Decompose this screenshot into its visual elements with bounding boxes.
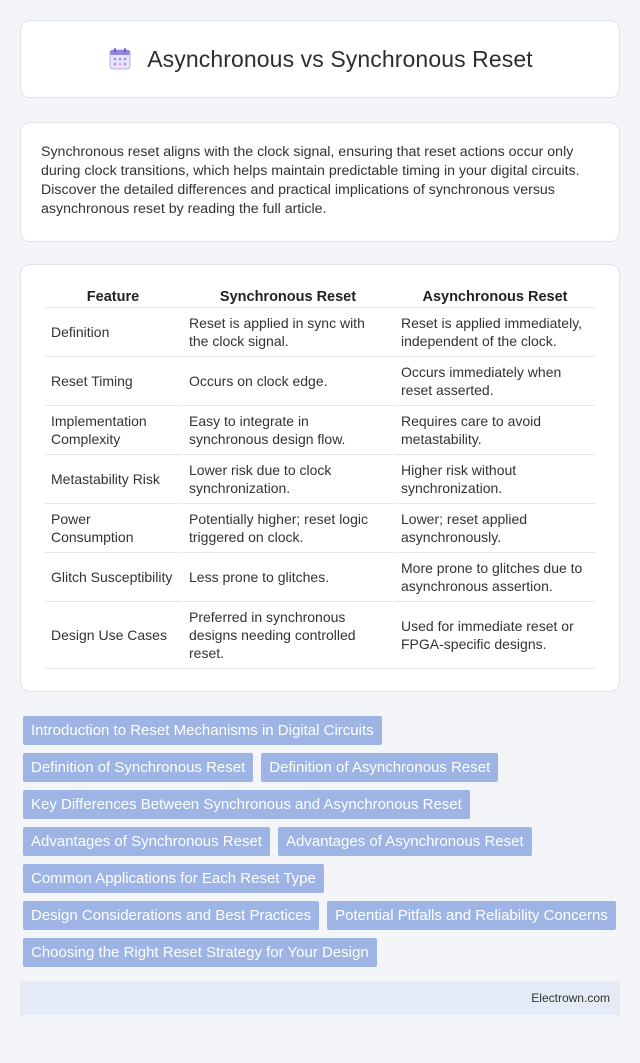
table-cell: Higher risk without synchronization. [395, 455, 595, 504]
topic-link-key-differences[interactable]: Key Differences Between Synchronous and Asynchronous Reset [23, 790, 470, 819]
header-synchronous: Synchronous Reset [183, 285, 393, 308]
table-cell: Implementation Complexity [45, 406, 181, 455]
table-cell: Lower; reset applied asynchronously. [395, 504, 595, 553]
topic-links [20, 716, 620, 967]
table-cell: Preferred in synchronous designs needing controlled reset. [183, 602, 393, 669]
header-asynchronous: Asynchronous Reset [395, 285, 595, 308]
page-header [20, 20, 620, 98]
table-cell: More prone to glitches due to asynchronous assertion. [395, 553, 595, 602]
table-header-row [45, 285, 595, 308]
table-cell: Glitch Susceptibility [45, 553, 181, 602]
table-row [45, 553, 595, 602]
table-cell: Reset is applied in sync with the clock signal. [183, 308, 393, 357]
topic-link-definition-synchronous[interactable]: Definition of Synchronous Reset [23, 753, 253, 782]
intro-text: Synchronous reset aligns with the clock signal, ensuring that reset actions occur only during clock transitions, which helps maintain predictable timing in your digital circuits. Discover the detailed differences and practical implications of synchronous versus asynchronous reset by reading the full article. [41, 144, 580, 217]
table-row [45, 455, 595, 504]
table-cell: Easy to integrate in synchronous design flow. [183, 406, 393, 455]
table-cell: Occurs immediately when reset asserted. [395, 357, 595, 406]
comparison-table [43, 285, 597, 669]
table-row [45, 504, 595, 553]
table-row [45, 406, 595, 455]
table-cell: Design Use Cases [45, 602, 181, 669]
table-cell: Less prone to glitches. [183, 553, 393, 602]
topic-link-advantages-asynchronous[interactable]: Advantages of Asynchronous Reset [278, 827, 532, 856]
comparison-card [20, 264, 620, 692]
table-cell: Reset Timing [45, 357, 181, 406]
table-cell: Potentially higher; reset logic triggered on clock. [183, 504, 393, 553]
footer-brand: Electrown.com [531, 991, 610, 1005]
intro-card [20, 122, 620, 242]
table-cell: Occurs on clock edge. [183, 357, 393, 406]
calendar-icon [107, 46, 133, 72]
table-cell: Metastability Risk [45, 455, 181, 504]
table-cell: Power Consumption [45, 504, 181, 553]
topic-link-design-considerations[interactable]: Design Considerations and Best Practices [23, 901, 319, 930]
table-cell: Used for immediate reset or FPGA-specific designs. [395, 602, 595, 669]
topic-link-potential-pitfalls[interactable]: Potential Pitfalls and Reliability Concerns [327, 901, 616, 930]
topic-link-common-applications[interactable]: Common Applications for Each Reset Type [23, 864, 324, 893]
table-row [45, 308, 595, 357]
table-cell: Definition [45, 308, 181, 357]
topic-link-advantages-synchronous[interactable]: Advantages of Synchronous Reset [23, 827, 270, 856]
table-cell: Requires care to avoid metastability. [395, 406, 595, 455]
table-row [45, 357, 595, 406]
topic-link-introduction[interactable]: Introduction to Reset Mechanisms in Digital Circuits [23, 716, 382, 745]
table-cell: Reset is applied immediately, independent of the clock. [395, 308, 595, 357]
topic-link-definition-asynchronous[interactable]: Definition of Asynchronous Reset [261, 753, 498, 782]
page-title: Asynchronous vs Synchronous Reset [147, 45, 533, 72]
page-footer [20, 981, 620, 1015]
table-row [45, 602, 595, 669]
table-cell: Lower risk due to clock synchronization. [183, 455, 393, 504]
topic-link-choosing-strategy[interactable]: Choosing the Right Reset Strategy for Your Design [23, 938, 377, 967]
header-feature: Feature [45, 285, 181, 308]
